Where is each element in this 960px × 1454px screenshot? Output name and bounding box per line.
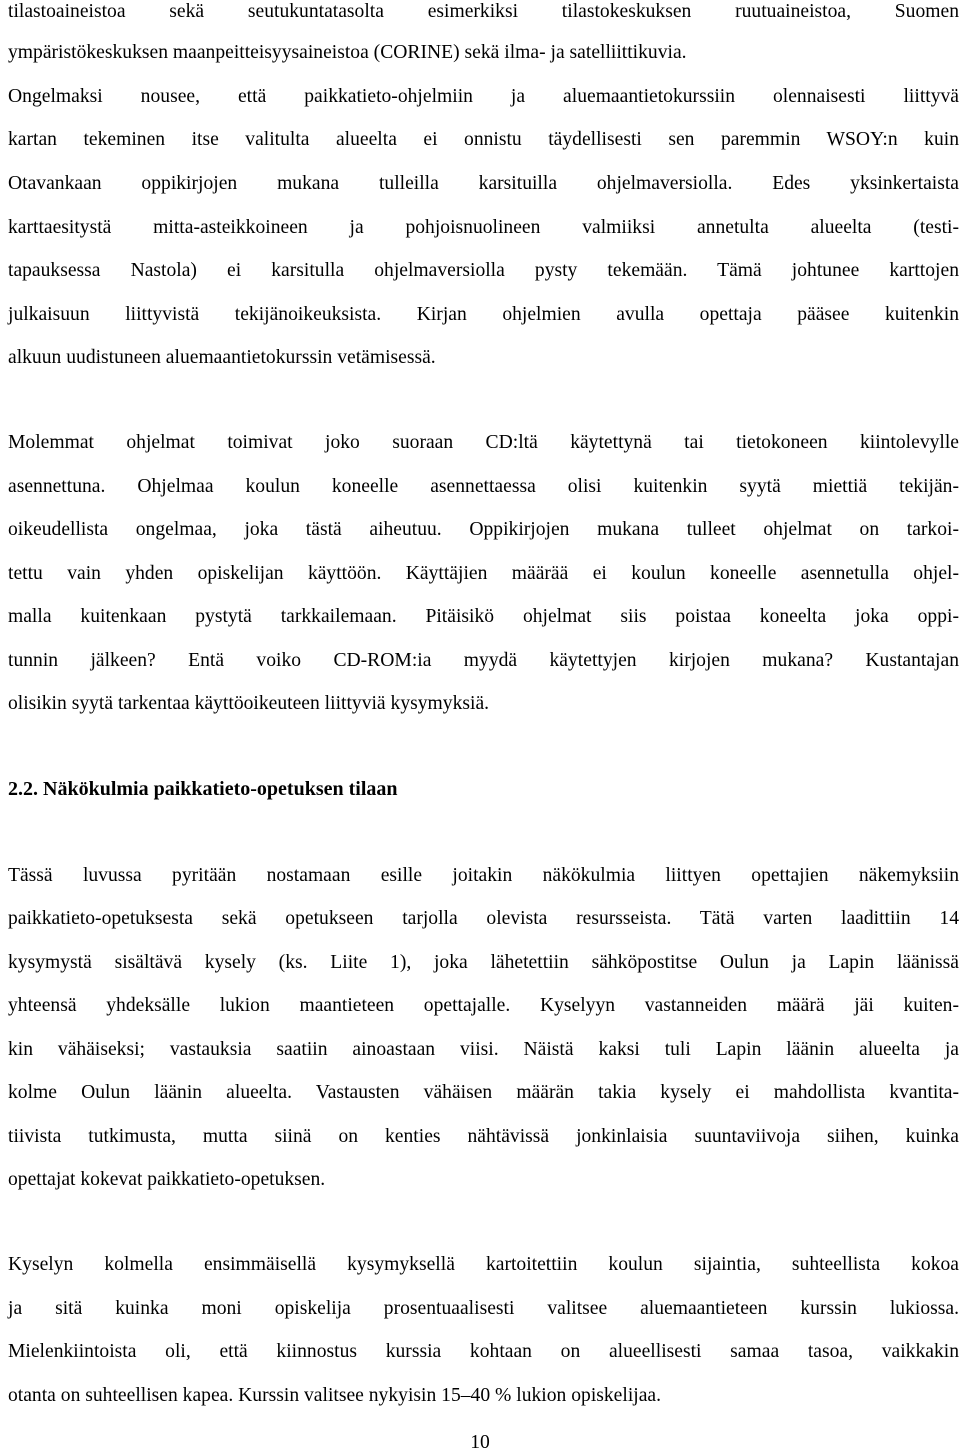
text-line: Tässä luvussa pyritään nostamaan esille joitakin näkökulmia liittyen opettajien näkemyksiin — [8, 865, 959, 886]
text-line: Otavankaan oppikirjojen mukana tulleilla karsituilla ohjelmaversiolla. Edes yksinkertaista — [8, 173, 959, 194]
text-line: malla kuitenkaan pystytä tarkkailemaan. Pitäisikö ohjelmat siis poistaa koneelta joka oppi- — [8, 606, 959, 627]
text-line: kartan tekeminen itse valitulta alueelta ei onnistu täydellisesti sen paremmin WSOY:n kuin — [8, 129, 959, 150]
text-line: Mielenkiintoista oli, että kiinnostus kurssia kohtaan on alueellisesti samaa tasoa, vaikkakin — [8, 1341, 959, 1362]
text-line: opettajat kokevat paikkatieto-opetuksen. — [8, 1169, 326, 1190]
text-line: Ongelmaksi nousee, että paikkatieto-ohjelmiin ja aluemaantietokurssiin olennaisesti liittyvä — [8, 86, 959, 107]
text-line: julkaisuun liittyvistä tekijänoikeuksista. Kirjan ohjelmien avulla opettaja pääsee kuitenkin — [8, 304, 959, 325]
text-line: tiivista tutkimusta, mutta siinä on kenties nähtävissä jonkinlaisia suuntaviivoja siihen, kuinka — [8, 1126, 959, 1147]
text-line: ja sitä kuinka moni opiskelija prosentuaalisesti valitsee aluemaantieteen kurssin lukiossa. — [8, 1298, 959, 1319]
text-line: Molemmat ohjelmat toimivat joko suoraan CD:ltä käytettynä tai tietokoneen kiintolevylle — [8, 432, 959, 453]
text-line: tilastoaineistoa sekä seutukuntatasolta esimerkiksi tilastokeskuksen ruutuaineistoa, Suomen — [8, 1, 959, 22]
text-line: alkuun uudistuneen aluemaantietokurssin vetämisessä. — [8, 347, 436, 368]
text-line: tunnin jälkeen? Entä voiko CD-ROM:ia myydä käytettyjen kirjojen mukana? Kustantajan — [8, 650, 959, 671]
text-line: yhteensä yhdeksälle lukion maantieteen opettajalle. Kyselyyn vastanneiden määrä jäi kuiten- — [8, 995, 959, 1016]
text-line: asennettuna. Ohjelmaa koulun koneelle asennettaessa olisi kuitenkin syytä miettiä tekijän- — [8, 476, 959, 497]
text-line: kysymystä sisältävä kysely (ks. Liite 1), joka lähetettiin sähköpostitse Oulun ja Lapin läänissä — [8, 952, 959, 973]
text-line: paikkatieto-opetuksesta sekä opetukseen tarjolla olevista resursseista. Tätä varten laadittiin 14 — [8, 908, 959, 929]
text-line: ympäristökeskuksen maanpeitteisyysaineistoa (CORINE) sekä ilma- ja satelliittikuvia. — [8, 42, 687, 63]
page-number: 10 — [470, 1432, 490, 1453]
text-line: kolme Oulun läänin alueelta. Vastausten vähäisen määrän takia kysely ei mahdollista kvantita- — [8, 1082, 959, 1103]
text-line: olisikin syytä tarkentaa käyttöoikeuteen liittyviä kysymyksiä. — [8, 693, 490, 714]
text-line: kin vähäiseksi; vastauksia saatiin ainoastaan viisi. Näistä kaksi tuli Lapin läänin alueelta ja — [8, 1039, 959, 1060]
text-line: otanta on suhteellisen kapea. Kurssin valitsee nykyisin 15–40 % lukion opiskelijaa. — [8, 1385, 662, 1406]
section-heading: 2.2. Näkökulmia paikkatieto-opetuksen tilaan — [8, 778, 398, 800]
text-line: karttaesitystä mitta-asteikkoineen ja pohjoisnuolineen valmiiksi annetulta alueelta (testi- — [8, 217, 959, 238]
text-line: oikeudellista ongelmaa, joka tästä aiheutuu. Oppikirjojen mukana tulleet ohjelmat on tarkoi- — [8, 519, 959, 540]
text-line: Kyselyn kolmella ensimmäisellä kysymyksellä kartoitettiin koulun sijaintia, suhteellista kokoa — [8, 1254, 959, 1275]
text-line: tapauksessa Nastola) ei karsitulla ohjelmaversiolla pysty tekemään. Tämä johtunee karttojen — [8, 260, 959, 281]
text-line: tettu vain yhden opiskelijan käyttöön. Käyttäjien määrää ei koulun koneelle asennetulla ohjel- — [8, 563, 959, 584]
